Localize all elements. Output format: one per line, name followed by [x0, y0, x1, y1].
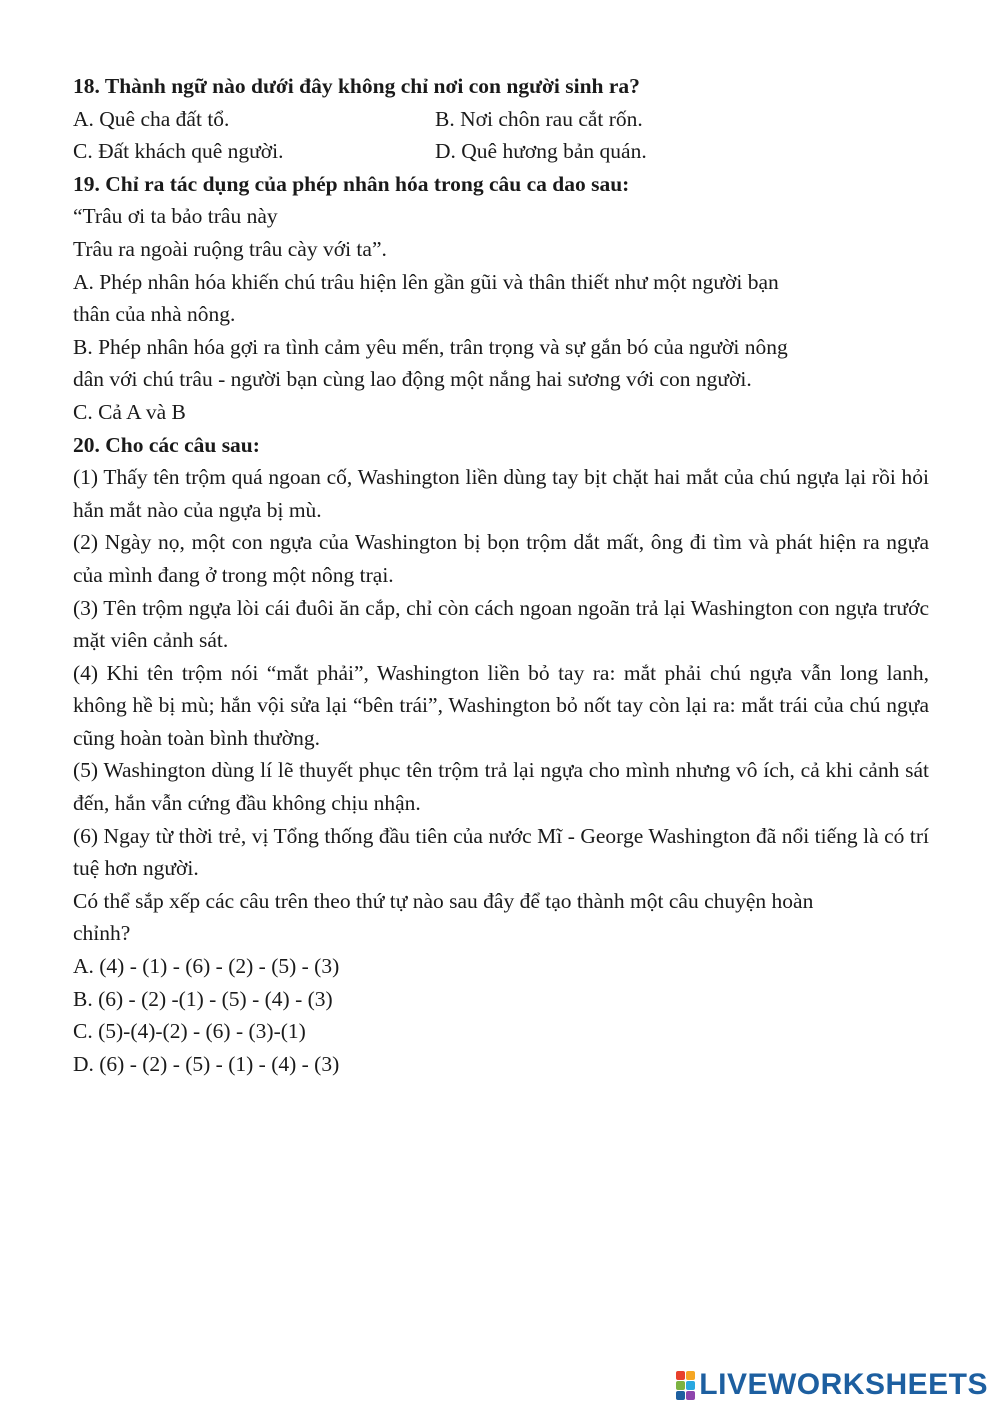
question-19-verse-line-1: “Trâu ơi ta bảo trâu này [73, 204, 278, 229]
question-19-option-b[interactable] [73, 331, 929, 396]
question-19-option-c[interactable]: C. Cả A và B [73, 399, 186, 424]
question-20-sentence-1: (1) Thấy tên trộm quá ngoan cố, Washington liền dùng tay bịt chặt hai mắt của chú ngựa lại rồi hỏi hắn mắt nào của ngựa bị mù. [73, 465, 929, 522]
worksheet-page [73, 70, 929, 1080]
question-20-sentence-5: (5) Washington dùng lí lẽ thuyết phục tên trộm trả lại ngựa cho mình nhưng vô ích, cả khi cảnh sát đến, hắn vẫn cứng đầu không chịu nhận. [73, 758, 929, 816]
question-19-option-a-line-1: A. Phép nhân hóa khiến chú trâu hiện lên gần gũi và thân thiết như một người bạn [73, 269, 779, 294]
question-20-option-a[interactable]: A. (4) - (1) - (6) - (2) - (5) - (3) [73, 954, 340, 979]
question-20-option-d[interactable]: D. (6) - (2) - (5) - (1) - (4) - (3) [73, 1051, 340, 1076]
question-20-option-c[interactable]: C. (5)-(4)-(2) - (6) - (3)-(1) [73, 1019, 306, 1044]
question-20-prompt-line-1: Có thể sắp xếp các câu trên theo thứ tự nào sau đây để tạo thành một câu chuyện hoàn [73, 888, 814, 913]
question-20-sentence-4: (4) Khi tên trộm nói “mắt phải”, Washington liền bỏ tay ra: mắt phải chú ngựa vẫn long lanh, không hề bị mù; hắn vội sửa lại “bên trái”, Washington bỏ nốt tay còn lại ra: mắt trái của chú ngựa cũng hoàn toàn bình thường. [73, 660, 929, 750]
question-20-sentence-3: (3) Tên trộm ngựa lòi cái đuôi ăn cắp, chỉ còn cách ngoan ngoãn trả lại Washington con ngựa trước mặt viên cảnh sát. [73, 595, 929, 653]
question-19-title: 19. Chỉ ra tác dụng của phép nhân hóa trong câu ca dao sau: [73, 171, 630, 196]
liveworksheets-logo-text: LIVEWORKSHEETS [699, 1368, 988, 1401]
question-20-sentence-2: (2) Ngày nọ, một con ngựa của Washington bị bọn trộm dắt mất, ông đi tìm và phát hiện ra ngựa của mình đang ở trong một nông trại. [73, 530, 929, 587]
question-19-option-b-line-1: B. Phép nhân hóa gợi ra tình cảm yêu mến, trân trọng và sự gắn bó của người nông [73, 334, 788, 359]
question-18-options-row-1 [73, 103, 929, 136]
question-18-option-d[interactable]: D. Quê hương bản quán. [435, 139, 647, 164]
liveworksheets-logo[interactable] [676, 1368, 988, 1402]
question-18-option-a[interactable]: A. Quê cha đất tổ. [73, 106, 230, 131]
question-18-options-row-2 [73, 135, 929, 168]
question-18-option-c[interactable]: C. Đất khách quê người. [73, 139, 284, 164]
question-19-verse-line-2: Trâu ra ngoài ruộng trâu cày với ta”. [73, 236, 387, 261]
question-18-option-b[interactable]: B. Nơi chôn rau cắt rốn. [435, 106, 643, 131]
question-18-title: 18. Thành ngữ nào dưới đây không chỉ nơi con người sinh ra? [73, 74, 640, 98]
question-19-option-a-line-2: thân của nhà nông. [73, 302, 236, 327]
question-20-prompt-line-2: chỉnh? [73, 921, 131, 946]
question-19-option-a[interactable] [73, 266, 929, 331]
question-19-option-b-line-2: dân với chú trâu - người bạn cùng lao động một nắng hai sương với con người. [73, 367, 752, 392]
question-20-sentence-6: (6) Ngay từ thời trẻ, vị Tổng thống đầu tiên của nước Mĩ - George Washington đã nổi tiếng là có trí tuệ hơn người. [73, 823, 929, 881]
question-20-option-b[interactable]: B. (6) - (2) -(1) - (5) - (4) - (3) [73, 986, 333, 1011]
question-20-title: 20. Cho các câu sau: [73, 432, 260, 457]
liveworksheets-logo-icon [676, 1371, 695, 1400]
